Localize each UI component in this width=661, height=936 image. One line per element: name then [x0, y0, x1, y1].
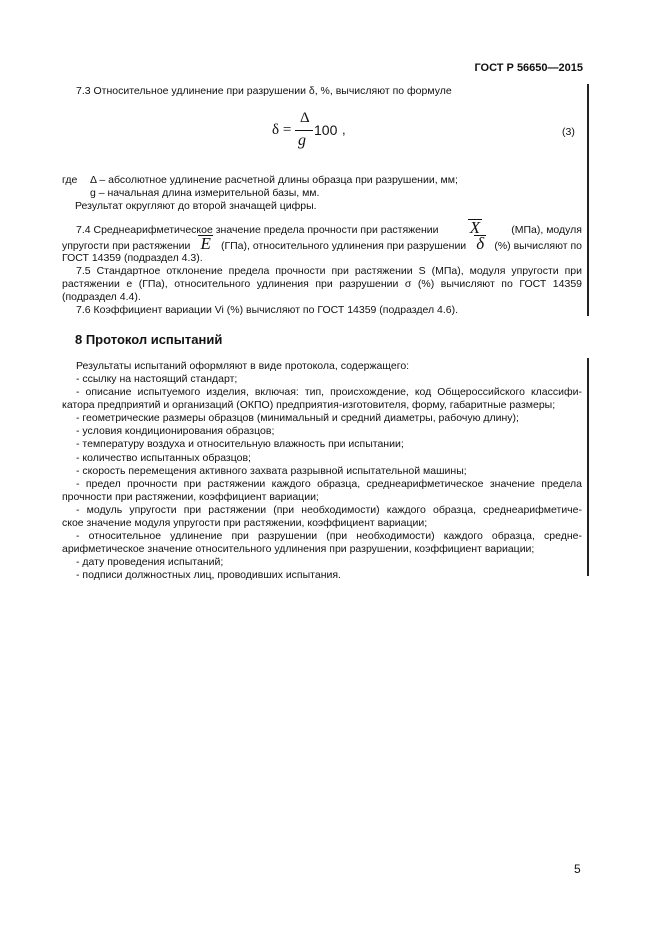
protocol-list-line: - температуру воздуха и относительную влажность при испытании;	[76, 438, 404, 451]
formula-numerator: Δ	[300, 110, 310, 126]
formula-tail: ,	[342, 122, 346, 137]
p74-text-5: (%) вычисляют по	[494, 240, 582, 252]
protocol-list-line: арифметическое значение относительного удлинения при разрушении, коэффициент вариации;	[62, 543, 535, 556]
protocol-list-line: ское значение модуля упругости при растяжении, коэффициент вариации;	[62, 517, 428, 530]
p74-text-2: (МПа), модуля	[511, 224, 582, 236]
protocol-list-line: - предел прочности при растяжении каждого образца, среднеарифметическое значение предела	[76, 477, 582, 490]
protocol-list-line: - количество испытанных образцов;	[76, 451, 251, 464]
section-8-title: 8 Протокол испытаний	[75, 332, 223, 347]
change-bar-bottom	[587, 358, 589, 576]
p75-line-3: (подраздел 4.4).	[62, 291, 141, 303]
protocol-list-line: - геометрические размеры образцов (минимальный и средний диаметры, рабочую длину);	[76, 412, 519, 425]
p75-line-1: 7.5 Стандартное отклонение предела прочности при растяжении S (МПа), модуля упругости при	[76, 265, 582, 277]
protocol-list	[62, 373, 582, 583]
formula-denominator: g	[298, 132, 306, 149]
protocol-list-line: прочности при растяжении, коэффициент вариации;	[62, 490, 319, 503]
equation-number: (3)	[562, 126, 575, 138]
paragraph-7-6: 7.6 Коэффициент вариации Vi (%) вычисляют по ГОСТ 14359 (подраздел 4.6).	[76, 304, 459, 316]
formula-factor: 100	[314, 122, 338, 138]
protocol-list-line: - скорость перемещения активного захвата разрывной испытательной машины;	[76, 464, 467, 477]
symbol-x-bar: X	[469, 218, 481, 237]
symbol-e-bar: E	[200, 234, 211, 253]
where-label: где	[62, 174, 78, 186]
protocol-list-line: - модуль упругости при растяжении (при необходимости) каждого образца, среднеарифметиче-	[76, 503, 582, 516]
p74-text-4: (ГПа), относительного удлинения при разрушении	[220, 240, 467, 252]
where-line-1: Δ – абсолютное удлинение расчетной длины образца при разрушении, мм;	[90, 174, 458, 186]
change-bar-top	[587, 84, 589, 316]
rounding-note: Результат округляют до второй значащей цифры.	[75, 200, 317, 212]
p75-line-2: растяжении e (ГПа), относительного удлинения при разрушении σ (%) вычисляют по ГОСТ 14359	[62, 278, 582, 290]
protocol-intro: Результаты испытаний оформляют в виде протокола, содержащего:	[76, 360, 410, 372]
p74-text-1: 7.4 Среднеарифметическое значение предела прочности при растяжении	[76, 224, 439, 236]
p74-text-6: ГОСТ 14359 (подраздел 4.3).	[62, 252, 203, 264]
paragraph-7-3: 7.3 Относительное удлинение при разрушении δ, %, вычисляют по формуле	[76, 85, 452, 97]
protocol-list-line: - подписи должностных лиц, проводивших испытания.	[76, 569, 341, 582]
protocol-list-line: катора предприятий и организаций (ОКПО) предприятия-изготовителя, форму, габаритные размеры;	[62, 399, 556, 412]
protocol-list-line: - описание испытуемого изделия, включая: тип, происхождение, код Общероссийского классифи-	[76, 386, 582, 399]
protocol-list-line: - ссылку на настоящий стандарт;	[76, 373, 238, 385]
document-header: ГОСТ Р 56650—2015	[474, 62, 583, 74]
protocol-list-line: - дату проведения испытаний;	[76, 556, 224, 569]
protocol-list-line: - относительное удлинение при разрушении (при необходимости) каждого образца, средне-	[76, 530, 582, 543]
where-line-2: g – начальная длина измерительной базы, мм.	[90, 187, 320, 199]
p74-text-3: упругости при растяжении	[62, 240, 191, 252]
protocol-list-line: - условия кондиционирования образцов;	[76, 425, 275, 438]
symbol-delta-bar: δ	[476, 234, 485, 253]
page-number: 5	[574, 862, 581, 876]
formula-lhs: δ =	[272, 122, 292, 138]
fraction-line	[295, 130, 313, 131]
